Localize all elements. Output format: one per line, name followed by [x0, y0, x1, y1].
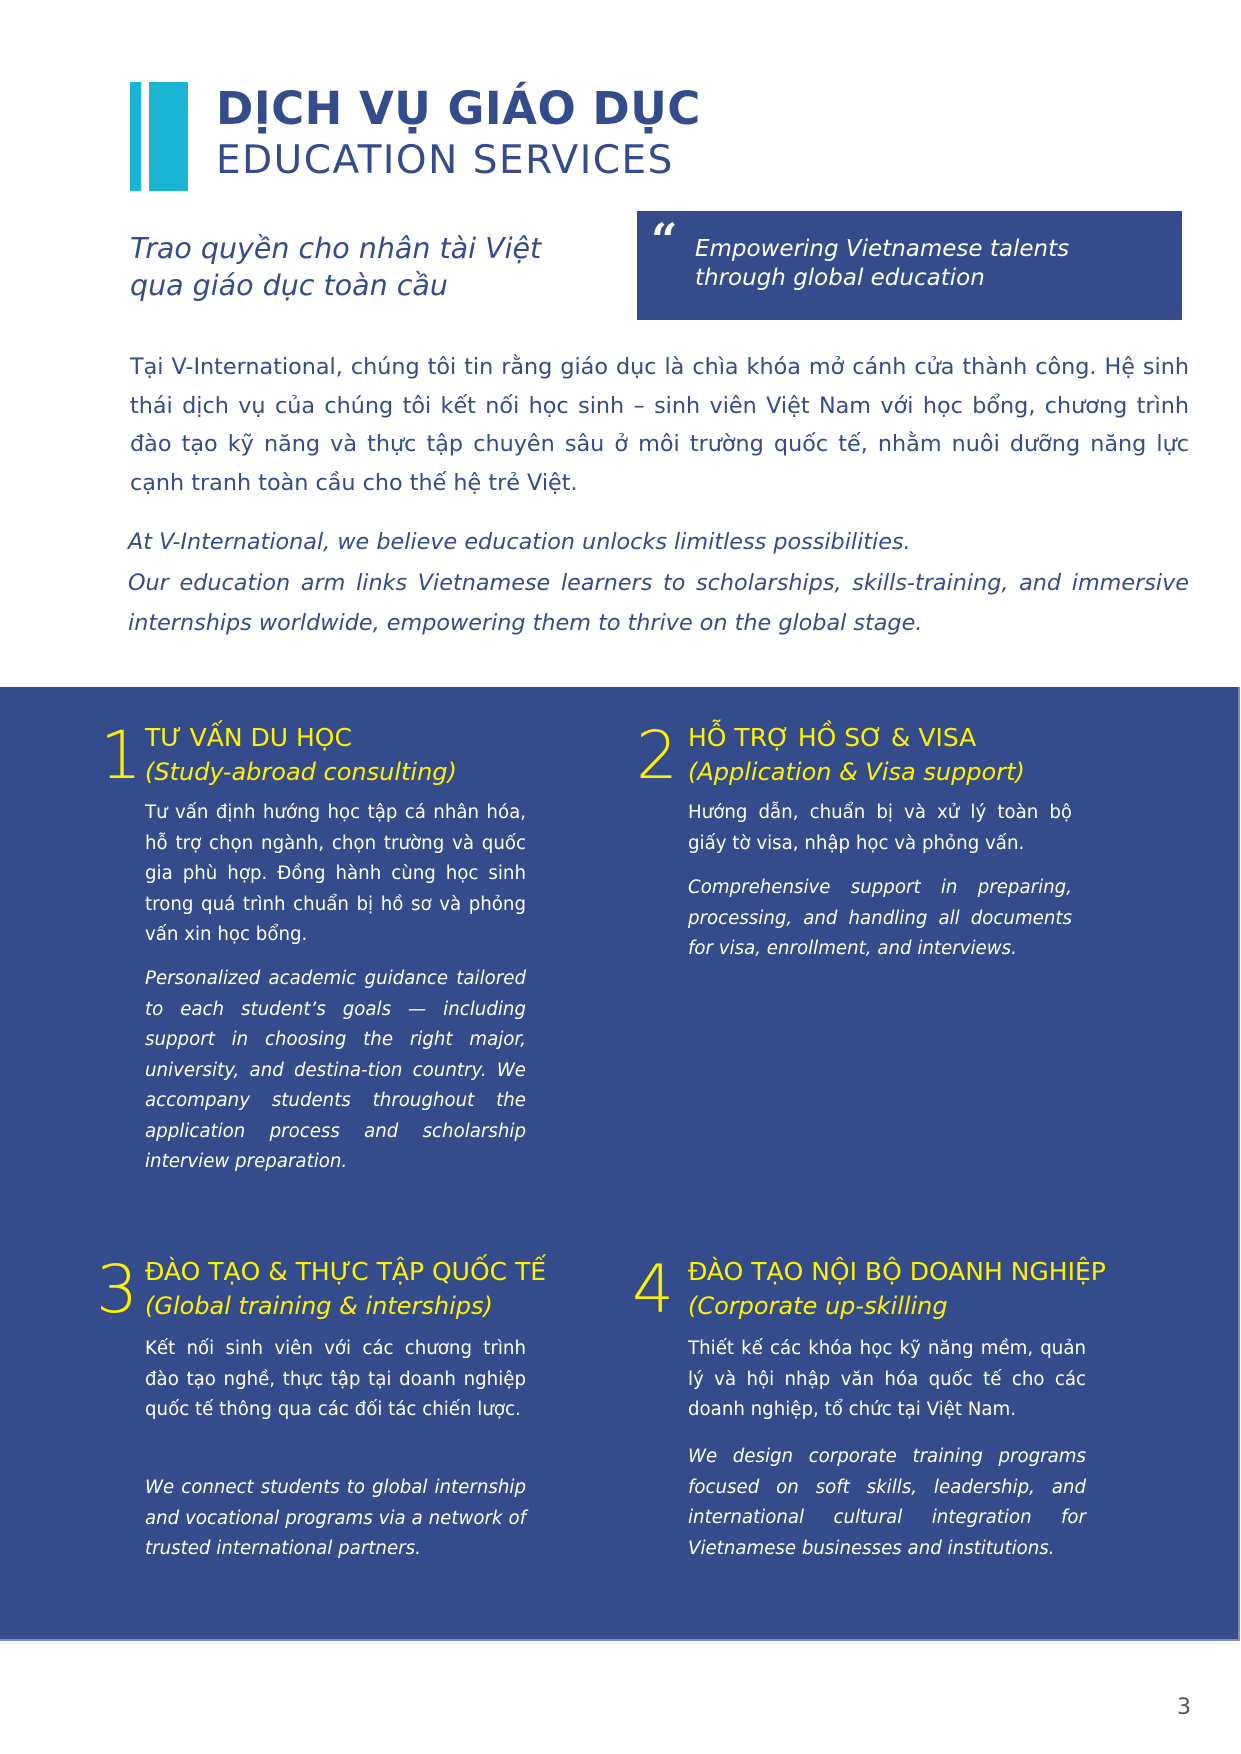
- service-description-vi: Tư vấn định hướng học tập cá nhân hóa, hỗ trợ chọn ngành, chọn trường và quốc gia phù hợp. Đồng hành cùng học sinh trong quá trình chuẩn bị hồ sơ và phỏng vấn xin học bổng.: [145, 802, 526, 945]
- intro-paragraph-en: [128, 522, 1189, 644]
- intro-en-line-1: At V-International, we believe education unlocks limitless possibilities.: [128, 529, 911, 555]
- service-subtitle: (Corporate up-skilling: [688, 1292, 948, 1320]
- page-title: DỊCH VỤ GIÁO DỤC: [216, 82, 701, 135]
- quote-mark-icon: “: [651, 213, 678, 267]
- service-description-vi: Thiết kế các khóa học kỹ năng mềm, quản lý và hội nhập văn hóa quốc tế cho các doanh nghiệp, tổ chức tại Việt Nam.: [688, 1338, 1086, 1420]
- intro-en-rest: Our education arm links Vietnamese learners to scholarships, skills-training, and immersive internships worldwide, empowering them to thrive on the global stage.: [128, 569, 1189, 636]
- service-description-en: Comprehensive support in preparing, processing, and handling all documents for visa, enrollment, and interviews.: [688, 877, 1072, 959]
- intro-paragraph-vi: Tại V-International, chúng tôi tin rằng giáo dục là chìa khóa mở cánh cửa thành công. Hệ sinh thái dịch vụ của chúng tôi kết nối học sinh – sinh viên Việt Nam với học bổng, chương trình đào tạo kỹ năng và thực tập chuyên sâu ở môi trường quốc tế, nhằm nuôi dưỡng năng lực cạnh tranh toàn cầu cho thế hệ trẻ Việt.: [130, 354, 1189, 496]
- service-title: ĐÀO TẠO NỘI BỘ DOANH NGHIỆP: [688, 1257, 1106, 1286]
- service-description-en: We design corporate training programs focused on soft skills, leadership, and international cultural integration for Vietnamese businesses and institutions.: [688, 1446, 1086, 1559]
- tagline: [130, 230, 630, 304]
- tagline-line-2: qua giáo dục toàn cầu: [130, 269, 448, 302]
- service-title: TƯ VẤN DU HỌC: [145, 723, 352, 752]
- tagline-line-1: Trao quyền cho nhân tài Việt: [130, 232, 542, 265]
- service-description-en: We connect students to global internship and vocational programs via a network of trusted international partners.: [145, 1477, 526, 1559]
- service-number: 1: [100, 717, 142, 794]
- service-description-vi: Kết nối sinh viên với các chương trình đào tạo nghề, thực tập tại doanh nghiệp quốc tế thông qua các đối tác chiến lược.: [145, 1338, 526, 1420]
- page-subtitle: EDUCATION SERVICES: [216, 138, 674, 183]
- quote-text: [695, 235, 1175, 293]
- service-description-vi: Hướng dẫn, chuẩn bị và xử lý toàn bộ giấy tờ visa, nhập học và phỏng vấn.: [688, 802, 1072, 854]
- quote-line-2: through global education: [695, 265, 985, 291]
- service-subtitle: (Study-abroad consulting): [145, 758, 457, 786]
- services-panel: [0, 687, 1240, 1641]
- service-number: 3: [96, 1251, 138, 1328]
- service-description-en: Personalized academic guidance tailored to each student’s goals — including support in choosing the right major, university, and destina-tion country. We accompany students throughout the application process and scholarship interview preparation.: [145, 968, 526, 1172]
- service-title: HỖ TRỢ HỒ SƠ & VISA: [688, 723, 977, 752]
- service-subtitle: (Global training & interships): [145, 1292, 493, 1320]
- quote-line-1: Empowering Vietnamese talents: [695, 236, 1070, 262]
- accent-bar-thick: [149, 82, 188, 191]
- accent-bar-thin: [130, 82, 141, 191]
- page-number: 3: [1177, 1695, 1191, 1720]
- service-number: 4: [632, 1251, 674, 1328]
- service-title: ĐÀO TẠO & THỰC TẬP QUỐC TẾ: [145, 1257, 547, 1286]
- quote-box: [637, 211, 1182, 320]
- service-number: 2: [636, 717, 678, 794]
- service-subtitle: (Application & Visa support): [688, 758, 1025, 786]
